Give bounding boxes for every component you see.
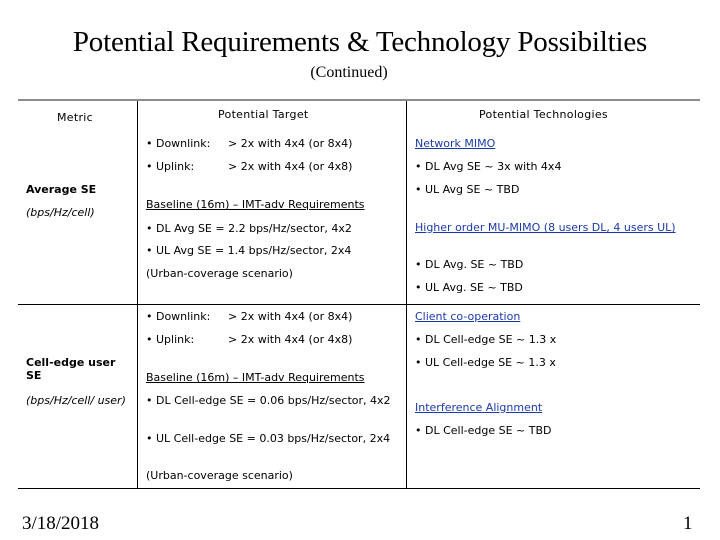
metric-unit: (bps/Hz/cell) — [26, 206, 95, 219]
target-item: • UL Avg SE = 1.4 bps/Hz/sector, 2x4 — [146, 244, 352, 257]
tech-group-title: Interference Alignment — [415, 401, 543, 414]
header-technologies: Potential Technologies — [479, 108, 608, 121]
slide-title: Potential Requirements & Technology Possibilties — [72, 26, 648, 58]
downlink-value: > 2x with 4x4 (or 8x4) — [228, 137, 353, 150]
tech-group-title: Client co-operation — [415, 310, 521, 323]
tech-item: • DL Cell-edge SE ~ 1.3 x — [415, 333, 557, 346]
scenario-note: (Urban-coverage scenario) — [146, 469, 293, 482]
uplink-value: > 2x with 4x4 (or 4x8) — [228, 160, 353, 173]
uplink-label: • Uplink: — [146, 160, 195, 173]
metric-name: Cell-edge user SE — [26, 356, 116, 382]
uplink-label: • Uplink: — [146, 333, 195, 346]
metric-unit: (bps/Hz/cell/ user) — [26, 394, 126, 407]
table-bottom-border — [18, 488, 700, 489]
target-item: • UL Cell-edge SE = 0.03 bps/Hz/sector, 2x4 — [146, 432, 391, 445]
tech-item: • UL Cell-edge SE ~ 1.3 x — [415, 356, 556, 369]
tech-group-title: Network MIMO — [415, 137, 496, 150]
downlink-label: • Downlink: — [146, 137, 211, 150]
uplink-value: > 2x with 4x4 (or 4x8) — [228, 333, 353, 346]
target-item: • DL Cell-edge SE = 0.06 bps/Hz/sector, 4x2 — [146, 394, 391, 407]
metric-name: Average SE — [26, 183, 97, 196]
table-top-border — [18, 99, 700, 101]
tech-item: • DL Cell-edge SE ~ TBD — [415, 424, 552, 437]
slide-subtitle: (Continued) — [310, 64, 388, 81]
tech-item: • UL Avg SE ~ TBD — [415, 183, 520, 196]
column-divider-2 — [406, 101, 407, 488]
tech-group-title: Higher order MU-MIMO (8 users DL, 4 users UL) — [415, 221, 676, 234]
row-divider — [18, 304, 700, 305]
tech-item: • DL Avg. SE ~ TBD — [415, 258, 524, 271]
baseline-heading: Baseline (16m) – IMT-adv Requirements — [146, 198, 365, 211]
downlink-value: > 2x with 4x4 (or 8x4) — [228, 310, 353, 323]
header-target: Potential Target — [218, 108, 309, 121]
column-divider-1 — [137, 101, 138, 488]
tech-item: • UL Avg. SE ~ TBD — [415, 281, 523, 294]
tech-item: • DL Avg SE ~ 3x with 4x4 — [415, 160, 562, 173]
downlink-label: • Downlink: — [146, 310, 211, 323]
baseline-heading: Baseline (16m) – IMT-adv Requirements — [146, 371, 365, 384]
target-item: • DL Avg SE = 2.2 bps/Hz/sector, 4x2 — [146, 222, 352, 235]
scenario-note: (Urban-coverage scenario) — [146, 267, 293, 280]
header-metric: Metric — [57, 111, 93, 124]
page-number: 1 — [683, 513, 693, 534]
footer-date: 3/18/2018 — [22, 513, 100, 534]
